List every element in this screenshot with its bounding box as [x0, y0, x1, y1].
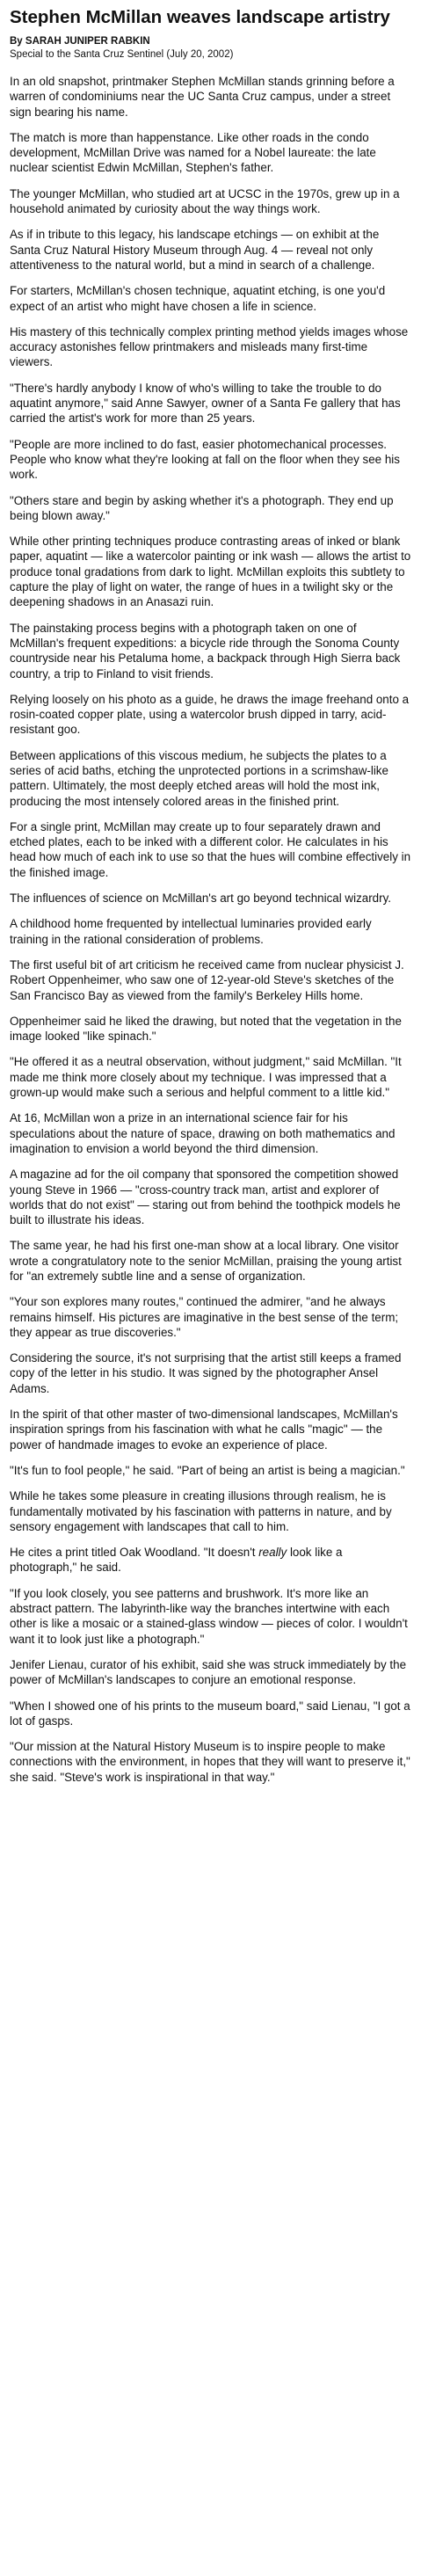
paragraph: His mastery of this technically complex printing method yields images whose accuracy astonishes fellow printmakers and misleads many first-time viewers.	[10, 324, 409, 369]
paragraph: At 16, McMillan won a prize in an international science fair for his speculations about the nature of space, drawing on both mathematics and imagination to envision a world beyond the third dimension.	[10, 1111, 396, 1155]
paragraph: "When I showed one of his prints to the museum board," said Lienau, "I got a lot of gasps.	[10, 1699, 410, 1728]
emphasis-text: really	[258, 1546, 287, 1560]
paragraph: For starters, McMillan's chosen technique, aquatint etching, is one you'd expect of an artist who might have chosen a life in science.	[10, 284, 386, 313]
paragraph: "People are more inclined to do fast, easier photomechanical processes. People who know what they're looking at fall on the floor when they see his work.	[10, 437, 400, 482]
paragraph-text-start: He cites a print titled Oak Woodland. "It doesn't	[10, 1546, 259, 1560]
paragraph-text-end: look like a photograph," he said.	[10, 1546, 343, 1575]
paragraph: The influences of science on McMillan's art go beyond technical wizardry.	[10, 891, 391, 906]
paragraph: "Your son explores many routes," continued the admirer, "and he always remains himself. His pictures are imaginative in the best sense of the term; they appear as true discoveries."	[10, 1295, 399, 1339]
paragraph: Jenifer Lienau, curator of his exhibit, said she was struck immediately by the power of McMillan's landscapes to conjure an emotional response.	[10, 1657, 407, 1687]
paragraph: "Our mission at the Natural History Museum is to inspire people to make connections with the environment, in hopes that they will want to preserve it," she said. "Steve's work is inspirational in that way."	[10, 1740, 410, 1784]
paragraph: The younger McMillan, who studied art at UCSC in the 1970s, grew up in a household animated by curiosity about the way things work.	[10, 186, 400, 216]
headline: Stephen McMillan weaves landscape artistry	[10, 7, 390, 27]
paragraph: "Others stare and begin by asking whether it's a photograph. They end up being blown away."	[10, 493, 394, 522]
paragraph: While other printing techniques produce contrasting areas of inked or blank paper, aquatint — like a watercolor painting or ink wash — allows the artist to produce tonal gradations from dark to light. McMillan exploits this subtlety to capture the play of light on water, the range of hues in a twilight sky or the deepening shadows in an Anasazi ruin.	[10, 535, 411, 609]
paragraph: The first useful bit of art criticism he received came from nuclear physicist J. Robert Oppenheimer, who saw one of 12-year-old Steve's sketches of the San Francisco Bay as viewed from the family's Berkeley Hills home.	[10, 957, 404, 1002]
paragraph	[10, 1545, 411, 1575]
paragraph: Considering the source, it's not surprising that the artist still keeps a framed copy of the letter in his studio. It was signed by the photographer Ansel Adams.	[10, 1351, 402, 1395]
paragraph: "There's hardly anybody I know of who's willing to take the trouble to do aquatint anymore," said Anne Sawyer, owner of a Santa Fe gallery that has carried the artist's work for more than 25 years.	[10, 381, 401, 426]
paragraph: "He offered it as a neutral observation, without judgment," said McMillan. "It made me think more closely about my technique. I was impressed that a grown-up would make such a serious and helpful comment to a little kid."	[10, 1055, 402, 1100]
paragraph: The same year, he had his first one-man show at a local library. One visitor wrote a congratulatory note to the senior McMillan, praising the young artist for "an extremely subtle line and a sense of organization.	[10, 1239, 402, 1283]
paragraph: A childhood home frequented by intellectual luminaries provided early training in the rational consideration of problems.	[10, 917, 372, 946]
paragraph: In the spirit of that other master of two-dimensional landscapes, McMillan's inspiration springs from his fascination with what he calls "magic" — the power of handmade images to evoke an experience of place.	[10, 1408, 398, 1452]
source-line: Special to the Santa Cruz Sentinel (July 20, 2002)	[10, 49, 234, 60]
paragraph: In an old snapshot, printmaker Stephen McMillan stands grinning before a warren of condominiums near the UC Santa Cruz campus, under a street sign bearing his name.	[10, 75, 395, 119]
paragraph: The painstaking process begins with a photograph taken on one of McMillan's frequent expeditions: a bicycle ride through the Sonoma County countryside near his Petaluma home, a backpack through High Sierra back country, a trip to Finland to visit friends.	[10, 621, 401, 680]
paragraph: Relying loosely on his photo as a guide, he draws the image freehand onto a rosin-coated copper plate, using a watercolor brush dipped in tarry, acid-resistant goo.	[10, 692, 410, 737]
paragraph: A magazine ad for the oil company that sponsored the competition showed young Steve in 1966 — "cross-country track man, artist and explorer of worlds that do not exist" — staring out from behind the toothpick models he built to illustrate his ideas.	[10, 1168, 401, 1227]
paragraph: As if in tribute to this legacy, his landscape etchings — on exhibit at the Santa Cruz Natural History Museum through Aug. 4 — reveal not only attentiveness to the natural world, but a mind in search of a challenge.	[10, 228, 380, 272]
paragraph: "It's fun to fool people," he said. "Part of being an artist is being a magician."	[10, 1463, 405, 1477]
paragraph: Oppenheimer said he liked the drawing, but noted that the vegetation in the image looked "like spinach."	[10, 1014, 402, 1044]
paragraph: While he takes some pleasure in creating illusions through realism, he is fundamentally motivated by his fascination with patterns in nature, and by sensory engagement with landscapes that call to him.	[10, 1489, 392, 1533]
article-body	[10, 74, 411, 1785]
paragraph: "If you look closely, you see patterns and brushwork. It's more like an abstract pattern. The labyrinth-like way the branches intertwine with each other is like a mosaic or a stained-glass window — pieces of color. I wouldn't want it to look just like a photograph."	[10, 1586, 408, 1646]
paragraph: For a single print, McMillan may create up to four separately drawn and etched plates, each to be inked with a different color. He calculates in his head how much of each ink to use so that the hues will combine effectively in the finished image.	[10, 819, 411, 879]
paragraph: The match is more than happenstance. Like other roads in the condo development, McMillan Drive was named for a Nobel laureate: the late nuclear scientist Edwin McMillan, Stephen's father.	[10, 130, 376, 175]
byline: By SARAH JUNIPER RABKIN	[10, 36, 150, 47]
paragraph: Between applications of this viscous medium, he subjects the plates to a series of acid baths, etching the unprotected portions in a scrimshaw-like pattern. Ultimately, the most deeply etched areas will hold the most ink, producing the most intensely colored areas in the finished print.	[10, 748, 388, 808]
